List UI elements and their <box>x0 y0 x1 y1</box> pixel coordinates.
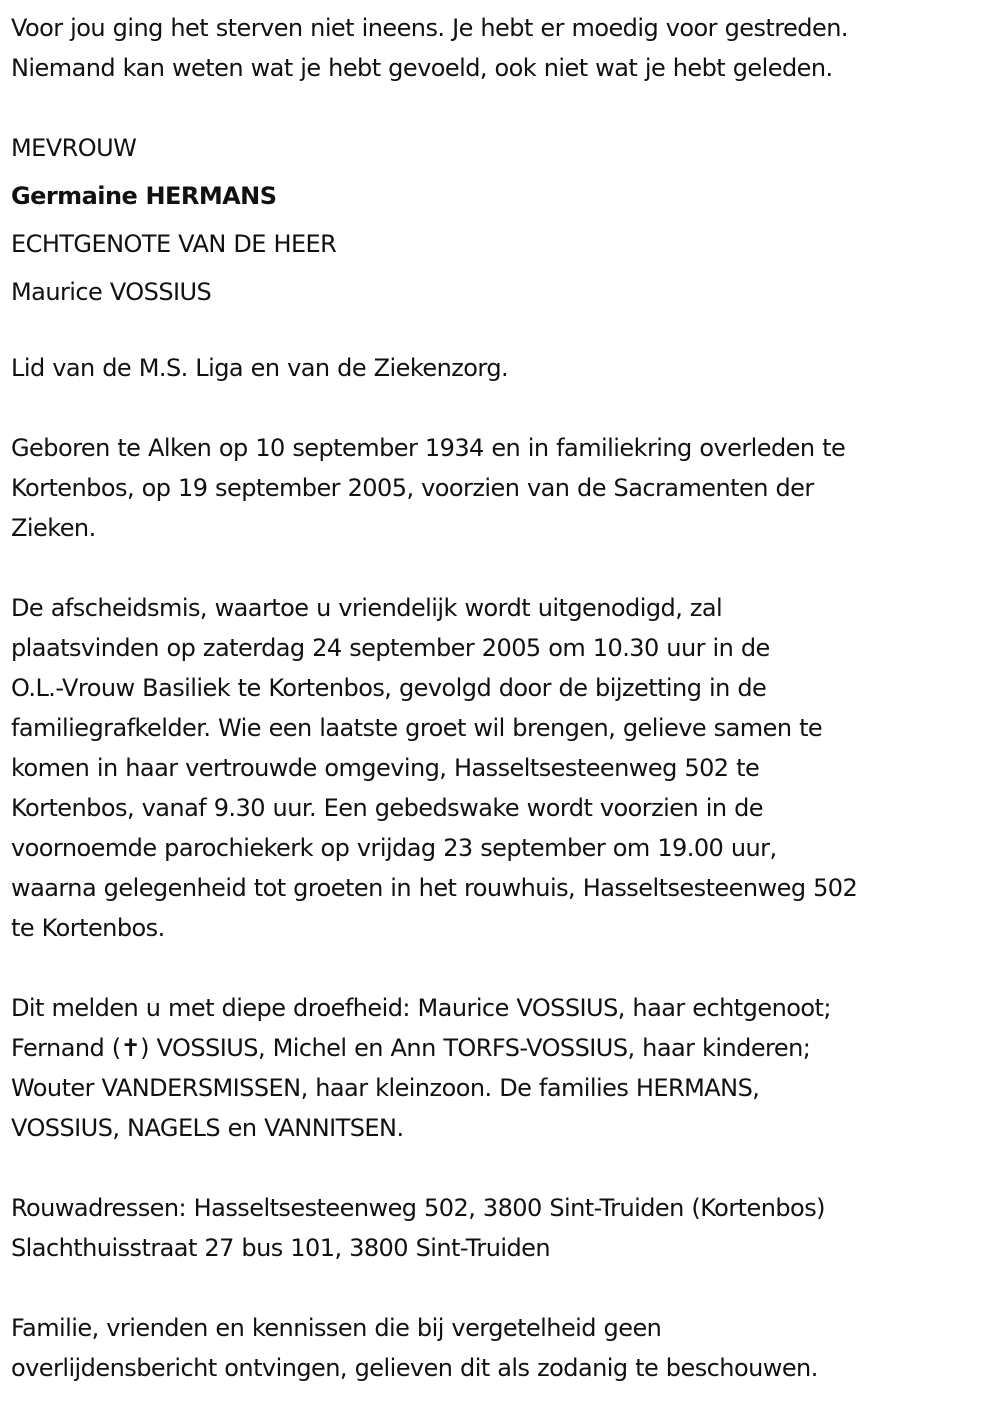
family-line: Wouter VANDERSMISSEN, haar kleinzoon. De families HERMANS, <box>11 1074 760 1102</box>
ceremony-line: plaatsvinden op zaterdag 24 september 2005 om 10.30 uur in de <box>11 634 770 662</box>
closing-line: Familie, vrienden en kennissen die bij vergetelheid geen <box>11 1314 662 1342</box>
ceremony-line: De afscheidsmis, waartoe u vriendelijk wordt uitgenodigd, zal <box>11 594 723 622</box>
deceased-header <box>11 124 993 316</box>
ceremony-line: Kortenbos, vanaf 9.30 uur. Een gebedswake wordt voorzien in de <box>11 794 764 822</box>
family-line: Fernand (✝) VOSSIUS, Michel en Ann TORFS-VOSSIUS, haar kinderen; <box>11 1034 811 1062</box>
ceremony-line: familiegrafkelder. Wie een laatste groet wil brengen, gelieve samen te <box>11 714 823 742</box>
motto-line: Niemand kan weten wat je hebt gevoeld, ook niet wat je hebt geleden. <box>11 54 833 82</box>
closing-line: overlijdensbericht ontvingen, gelieven dit als zodanig te beschouwen. <box>11 1354 818 1382</box>
obituary-document <box>11 8 993 1388</box>
ceremony-line: voornoemde parochiekerk op vrijdag 23 september om 19.00 uur, <box>11 834 777 862</box>
deceased-relation: ECHTGENOTE VAN DE HEER <box>11 230 337 258</box>
family-paragraph <box>11 988 993 1148</box>
address-line: Slachthuisstraat 27 bus 101, 3800 Sint-Truiden <box>11 1234 551 1262</box>
addresses-paragraph <box>11 1188 993 1268</box>
address-line: Rouwadressen: Hasseltsesteenweg 502, 3800 Sint-Truiden (Kortenbos) <box>11 1194 825 1222</box>
ceremony-line: te Kortenbos. <box>11 914 165 942</box>
motto-paragraph <box>11 8 993 88</box>
closing-paragraph <box>11 1308 993 1388</box>
family-line: Dit melden u met diepe droefheid: Maurice VOSSIUS, haar echtgenoot; <box>11 994 831 1022</box>
ceremony-paragraph <box>11 588 993 948</box>
deceased-name: Germaine HERMANS <box>11 182 277 210</box>
deceased-title: MEVROUW <box>11 134 137 162</box>
deceased-spouse: Maurice VOSSIUS <box>11 278 212 306</box>
membership-line: Lid van de M.S. Liga en van de Ziekenzorg. <box>11 354 509 382</box>
birth-death-line: Zieken. <box>11 514 96 542</box>
ceremony-line: waarna gelegenheid tot groeten in het rouwhuis, Hasseltsesteenweg 502 <box>11 874 858 902</box>
birth-death-line: Kortenbos, op 19 september 2005, voorzien van de Sacramenten der <box>11 474 814 502</box>
ceremony-line: O.L.-Vrouw Basiliek te Kortenbos, gevolgd door de bijzetting in de <box>11 674 767 702</box>
membership-paragraph <box>11 348 993 388</box>
birth-death-paragraph <box>11 428 993 548</box>
ceremony-line: komen in haar vertrouwde omgeving, Hasseltsesteenweg 502 te <box>11 754 760 782</box>
birth-death-line: Geboren te Alken op 10 september 1934 en in familiekring overleden te <box>11 434 846 462</box>
family-line: VOSSIUS, NAGELS en VANNITSEN. <box>11 1114 404 1142</box>
motto-line: Voor jou ging het sterven niet ineens. Je hebt er moedig voor gestreden. <box>11 14 848 42</box>
